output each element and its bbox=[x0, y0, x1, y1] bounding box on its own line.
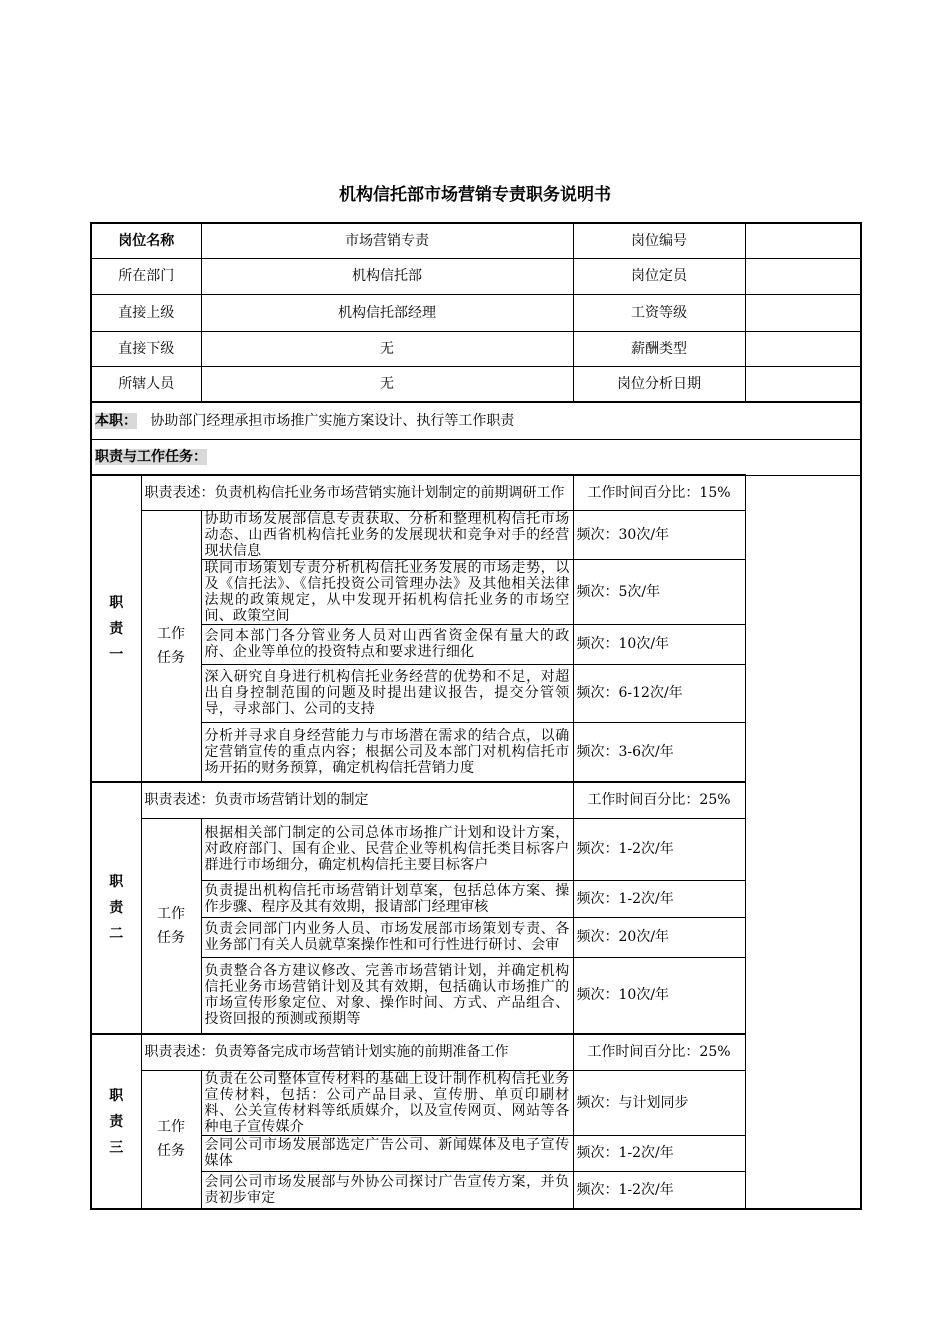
info-label2: 岗位分析日期 bbox=[573, 366, 745, 402]
info-value: 机构信托部 bbox=[201, 258, 573, 294]
info-value2 bbox=[745, 366, 861, 402]
task-row bbox=[91, 1171, 861, 1209]
duties-header-label: 职责与工作任务： bbox=[95, 448, 207, 465]
task-text: 协助市场发展部信息专责获取、分析和整理机构信托市场动态、山西省机构信托业务的发展现状和竞争对手的经营现状信息 bbox=[201, 510, 573, 559]
task-row bbox=[91, 722, 861, 782]
info-row bbox=[91, 331, 861, 366]
task-frequency: 频次：5次/年 bbox=[573, 559, 745, 624]
task-text: 根据相关部门制定的公司总体市场推广计划和设计方案，对政府部门、国有企业、民营企业等机构信托类目标客户群进行市场细分，确定机构信托主要目标客户 bbox=[201, 818, 573, 880]
task-frequency: 频次：与计划同步 bbox=[573, 1070, 745, 1135]
section-label: 职 责 一 bbox=[91, 475, 141, 782]
task-text: 负责整合各方建议修改、完善市场营销计划，并确定机构信托业务市场营销计划及其有效期，包括确认市场推广的市场宣传形象定位、对象、操作时间、方式、产品组合、投资回报的预测或预期等 bbox=[201, 957, 573, 1034]
info-value: 市场营销专责 bbox=[201, 223, 573, 258]
main-duty bbox=[91, 402, 861, 439]
task-text: 分析并寻求自身经营能力与市场潜在需求的结合点，以确定营销宣传的重点内容；根据公司及本部门对机构信托市场开拓的财务预算，确定机构信托营销力度 bbox=[201, 722, 573, 782]
task-text: 负责提出机构信托市场营销计划草案，包括总体方案、操作步骤、程序及其有效期，报请部门经理审核 bbox=[201, 880, 573, 917]
task-row bbox=[91, 917, 861, 957]
info-label2: 岗位编号 bbox=[573, 223, 745, 258]
task-frequency: 频次：30次/年 bbox=[573, 510, 745, 559]
task-label: 工作 任务 bbox=[141, 510, 201, 782]
task-text: 深入研究自身进行机构信托业务经营的优势和不足，对超出自身控制范围的问题及时提出建议报告，提交分管领导，寻求部门、公司的支持 bbox=[201, 664, 573, 722]
info-label: 所辖人员 bbox=[91, 366, 201, 402]
task-label: 工作 任务 bbox=[141, 1070, 201, 1209]
task-frequency: 频次：20次/年 bbox=[573, 917, 745, 957]
info-label2: 薪酬类型 bbox=[573, 331, 745, 366]
info-value: 机构信托部经理 bbox=[201, 294, 573, 331]
task-frequency: 频次：1-2次/年 bbox=[573, 818, 745, 880]
task-frequency: 频次：10次/年 bbox=[573, 624, 745, 664]
info-label2: 工资等级 bbox=[573, 294, 745, 331]
task-row bbox=[91, 624, 861, 664]
main-duty-text: 协助部门经理承担市场推广实施方案设计、执行等工作职责 bbox=[150, 412, 515, 429]
task-row bbox=[91, 957, 861, 1034]
duty-statement: 职责表述：负责机构信托业务市场营销实施计划制定的前期调研工作 bbox=[141, 475, 573, 510]
duty-statement-row bbox=[91, 782, 861, 818]
task-frequency: 频次：10次/年 bbox=[573, 957, 745, 1034]
task-text: 会同公司市场发展部与外协公司探讨广告宣传方案，并负责初步审定 bbox=[201, 1171, 573, 1209]
task-row bbox=[91, 1070, 861, 1135]
duty-statement-row bbox=[91, 1034, 861, 1070]
task-row bbox=[91, 664, 861, 722]
duties-header-row bbox=[91, 439, 861, 475]
task-frequency: 频次：1-2次/年 bbox=[573, 1135, 745, 1171]
info-label: 直接下级 bbox=[91, 331, 201, 366]
info-label: 直接上级 bbox=[91, 294, 201, 331]
task-text: 会同本部门各分管业务人员对山西省资金保有量大的政府、企业等单位的投资特点和要求进行细化 bbox=[201, 624, 573, 664]
task-frequency: 频次：6-12次/年 bbox=[573, 664, 745, 722]
section-label: 职 责 二 bbox=[91, 782, 141, 1034]
duty-statement: 职责表述：负责筹备完成市场营销计划实施的前期准备工作 bbox=[141, 1034, 573, 1070]
info-label: 所在部门 bbox=[91, 258, 201, 294]
main-duty-label: 本职： bbox=[95, 412, 137, 429]
task-row bbox=[91, 818, 861, 880]
info-value2 bbox=[745, 223, 861, 258]
info-row bbox=[91, 258, 861, 294]
info-row bbox=[91, 294, 861, 331]
task-frequency: 频次：1-2次/年 bbox=[573, 880, 745, 917]
task-text: 会同公司市场发展部选定广告公司、新闻媒体及电子宣传媒体 bbox=[201, 1135, 573, 1171]
task-text: 负责会同部门内业务人员、市场发展部市场策划专责、各业务部门有关人员就草案操作性和可行性进行研讨、会审 bbox=[201, 917, 573, 957]
duty-statement: 职责表述：负责市场营销计划的制定 bbox=[141, 782, 573, 818]
time-percent: 工作时间百分比：25% bbox=[573, 782, 745, 818]
info-row bbox=[91, 366, 861, 402]
info-value2 bbox=[745, 294, 861, 331]
task-row bbox=[91, 880, 861, 917]
task-row bbox=[91, 1135, 861, 1171]
info-row bbox=[91, 223, 861, 258]
page-title: 机构信托部市场营销专责职务说明书 bbox=[339, 185, 611, 205]
task-frequency: 频次：3-6次/年 bbox=[573, 722, 745, 782]
info-value2 bbox=[745, 258, 861, 294]
time-percent: 工作时间百分比：25% bbox=[573, 1034, 745, 1070]
main-duty-row bbox=[91, 402, 861, 439]
info-label2: 岗位定员 bbox=[573, 258, 745, 294]
section-label: 职 责 三 bbox=[91, 1034, 141, 1209]
info-value: 无 bbox=[201, 366, 573, 402]
task-row bbox=[91, 559, 861, 624]
task-frequency: 频次：1-2次/年 bbox=[573, 1171, 745, 1209]
info-value2 bbox=[745, 331, 861, 366]
task-text: 联同市场策划专责分析机构信托业务发展的市场走势，以及《信托法》、《信托投资公司管理办法》及其他相关法律法规的政策规定，从中发现开拓机构信托业务的市场空间、政策空间 bbox=[201, 559, 573, 624]
job-description-table bbox=[90, 222, 862, 1210]
task-text: 负责在公司整体宣传材料的基础上设计制作机构信托业务宣传材料，包括：公司产品目录、宣传册、单页印刷材料、公关宣传材料等纸质媒介，以及宣传网页、网站等各种电子宣传媒介 bbox=[201, 1070, 573, 1135]
info-value: 无 bbox=[201, 331, 573, 366]
duties-header bbox=[91, 439, 861, 475]
task-row bbox=[91, 510, 861, 559]
time-percent: 工作时间百分比：15% bbox=[573, 475, 745, 510]
info-label: 岗位名称 bbox=[91, 223, 201, 258]
duty-statement-row bbox=[91, 475, 861, 510]
task-label: 工作 任务 bbox=[141, 818, 201, 1034]
